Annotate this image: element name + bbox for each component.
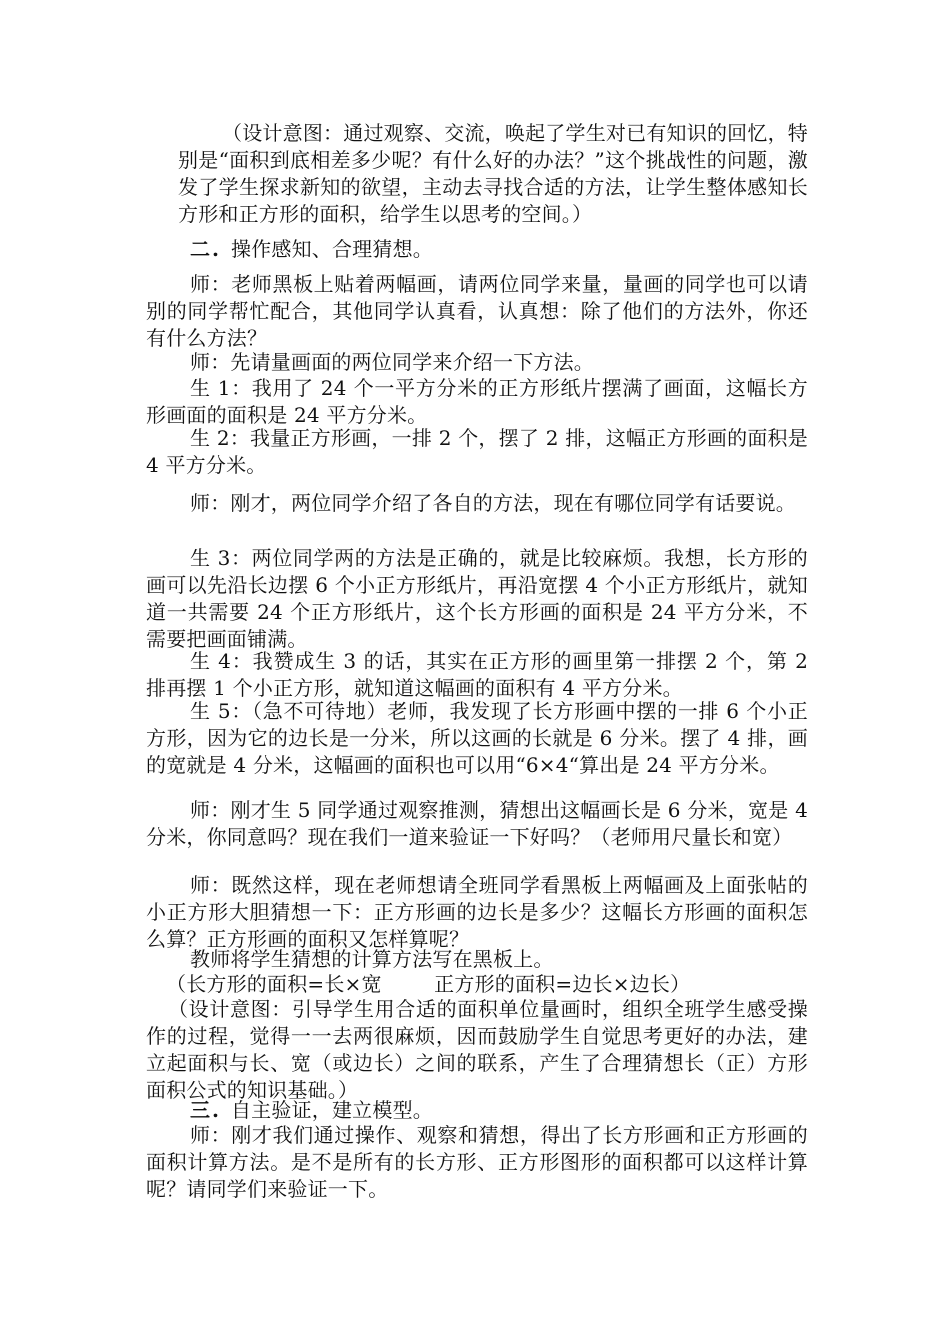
student-5-paragraph: 生 5：（急不可待地）老师，我发现了长方形画中摆的一排 6 个小正方形，因为它的边长是一分米，所以这画的长就是 6 分米。摆了 4 排，画的宽就是 4 分米，这幅画的面积也可以用“6×4“算出是 24 平方分米。 xyxy=(146,699,808,777)
student-2-paragraph: 生 2：我量正方形画，一排 2 个，摆了 2 排，这幅正方形画的面积是 4 平方分米。 xyxy=(146,426,808,477)
teacher-paragraph-5: 师：既然这样，现在老师想请全班同学看黑板上两幅画及上面张帖的小正方形大胆猜想一下：正方形画的边长是多少？这幅长方形画的面积怎么算？正方形画的面积又怎样算呢？ xyxy=(146,873,808,951)
section-title-2: 操作感知、合理猜想。 xyxy=(230,237,433,261)
student-3-paragraph: 生 3：两位同学两的方法是正确的，就是比较麻烦。我想，长方形的画可以先沿长边摆 6 个小正方形纸片，再沿宽摆 4 个小正方形纸片，就知道一共需要 24 个正方形纸片，这个长方形画的面积是 24 平方分米，不需要把画面铺满。 xyxy=(146,546,808,651)
section-number-3: 三. xyxy=(190,1098,221,1122)
student-1-paragraph: 生 1：我用了 24 个一平方分米的正方形纸片摆满了画面，这幅长方形画面的面积是 24 平方分米。 xyxy=(146,376,808,427)
formula-line: （长方形的面积=长×宽 正方形的面积=边长×边长） xyxy=(166,972,691,996)
teacher-note-paragraph: 教师将学生猜想的计算方法写在黑板上。 xyxy=(190,947,554,971)
student-4-paragraph: 生 4：我赞成生 3 的话，其实在正方形的画里第一排摆 2 个，第 2 排再摆 1 个小正方形，就知道这幅画的面积有 4 平方分米。 xyxy=(146,649,808,700)
teacher-paragraph-2: 师：先请量画面的两位同学来介绍一下方法。 xyxy=(190,350,594,374)
teacher-paragraph-1: 师：老师黑板上贴着两幅画，请两位同学来量，量画的同学也可以请别的同学帮忙配合，其他同学认真看，认真想：除了他们的方法外，你还有什么方法？ xyxy=(146,272,808,350)
section-number-2: 二. xyxy=(190,237,221,261)
teacher-paragraph-6: 师：刚才我们通过操作、观察和猜想，得出了长方形画和正方形画的面积计算方法。是不是所有的长方形、正方形图形的面积都可以这样计算呢？请同学们来验证一下。 xyxy=(146,1123,808,1201)
teacher-paragraph-3: 师：刚才，两位同学介绍了各自的方法，现在有哪位同学有话要说。 xyxy=(190,491,796,515)
section-heading-2 xyxy=(190,236,790,263)
design-intent-paragraph-2: （设计意图：引导学生用合适的面积单位量画时，组织全班学生感受操作的过程，觉得一一去两很麻烦，因而鼓励学生自觉思考更好的办法，建立起面积与长、宽（或边长）之间的联系，产生了合理猜想长（正）方形面积公式的知识基础。） xyxy=(146,997,808,1102)
teacher-paragraph-4: 师：刚才生 5 同学通过观察推测，猜想出这幅画长是 6 分米，宽是 4 分米，你同意吗？现在我们一道来验证一下好吗？（老师用尺量长和宽） xyxy=(146,798,808,849)
design-intent-paragraph-1: （设计意图：通过观察、交流，唤起了学生对已有知识的回忆，特别是“面积到底相差多少呢？有什么好的办法？”这个挑战性的问题，激发了学生探求新知的欲望，主动去寻找合适的方法，让学生整体感知长方形和正方形的面积，给学生以思考的空间。） xyxy=(178,121,808,226)
section-heading-3 xyxy=(190,1097,790,1124)
section-title-3: 自主验证，建立模型。 xyxy=(230,1098,433,1122)
